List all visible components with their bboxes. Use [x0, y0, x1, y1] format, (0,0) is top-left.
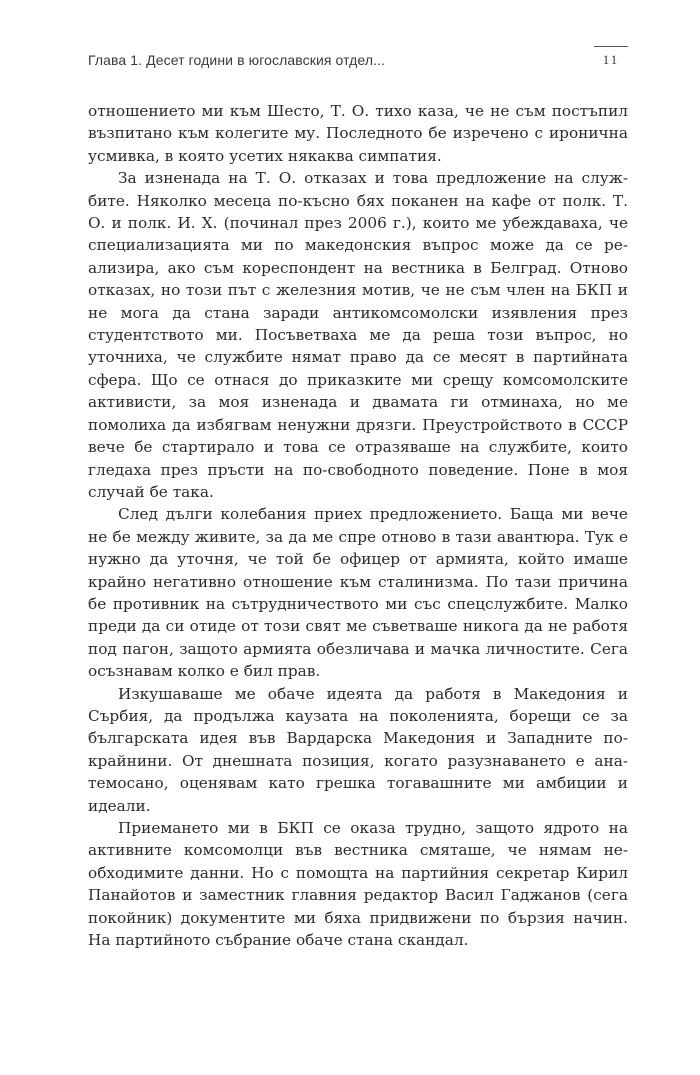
paragraph: За изненада на Т. О. отказах и това предложение на службите. Няколко месеца по-късно бях поканен на кафе от полк. Т. О. и полк. И. Х. (починал през 2006 г.), които ме убеждаваха, че специализацията ми по македонския въпрос може да се реализира, ако съм кореспондент на вестника в Белград. Отново отказах, но този път с железния мотив, че не съм член на БКП и не мога да стана заради антикомсомолски изявления през студентството ми. Посъветваха ме да реша този въпрос, но уточниха, че службите нямат право да се месят в партийната сфера. Що се отнася до приказките ми срещу комсомолските активисти, за моя изненада и двамата ги отминаха, но ме помолиха да избягвам ненужни дрязги. Преустройството в СССР вече бе стартирало и това се отразяваше на службите, които гледаха през пръсти на по-свободното поведение. Поне в моя случай бе така. — [88, 169, 628, 501]
page-body — [88, 100, 628, 951]
paragraph: След дълги колебания приех предложението. Баща ми вече не бе между живите, за да ме спре отново в тази авантюра. Тук е нужно да уточня, че той бе офицер от армията, който имаше крайно негативно отношение към сталинизма. По тази причина бе противник на сътрудничеството ми със спецслужбите. Малко преди да си отиде от този свят ме съветваше никога да не работя под пагон, защото армията обезличава и мачка личностите. Сега осъзнавам колко е бил прав. — [88, 505, 628, 681]
page-number-rule — [594, 46, 628, 47]
paragraph: Изкушаваше ме обаче идеята да работя в Македония и Сърбия, да продължа каузата на поколенията, борещи се за българската идея във Вардарска Македония и Западните покрайнини. От днешната позиция, когато разузнаването е анатемосано, оценявам като грешка тогавашните ми амбиции и идеали. — [88, 684, 628, 815]
page-number: 11 — [602, 52, 620, 67]
running-title: Глава 1. Десет години в югославския отдел... — [88, 52, 386, 68]
paragraph: отношението ми към Шесто, Т. О. тихо каза, че не съм постъпил възпитано към колегите му. Последното бе изречено с иронична усмивка, в която усетих някаква симпатия. — [88, 102, 628, 165]
paragraph: Приемането ми в БКП се оказа трудно, защото ядрото на активните комсомолци във вестника смяташе, че нямам необходимите данни. Но с помощта на партийния секретар Кирил Панайотов и заместник главния редактор Васил Гаджанов (сега покойник) документите ми бяха придвижени по бързия начин. На партийното събрание обаче стана скандал. — [88, 819, 628, 950]
running-header — [88, 50, 628, 74]
